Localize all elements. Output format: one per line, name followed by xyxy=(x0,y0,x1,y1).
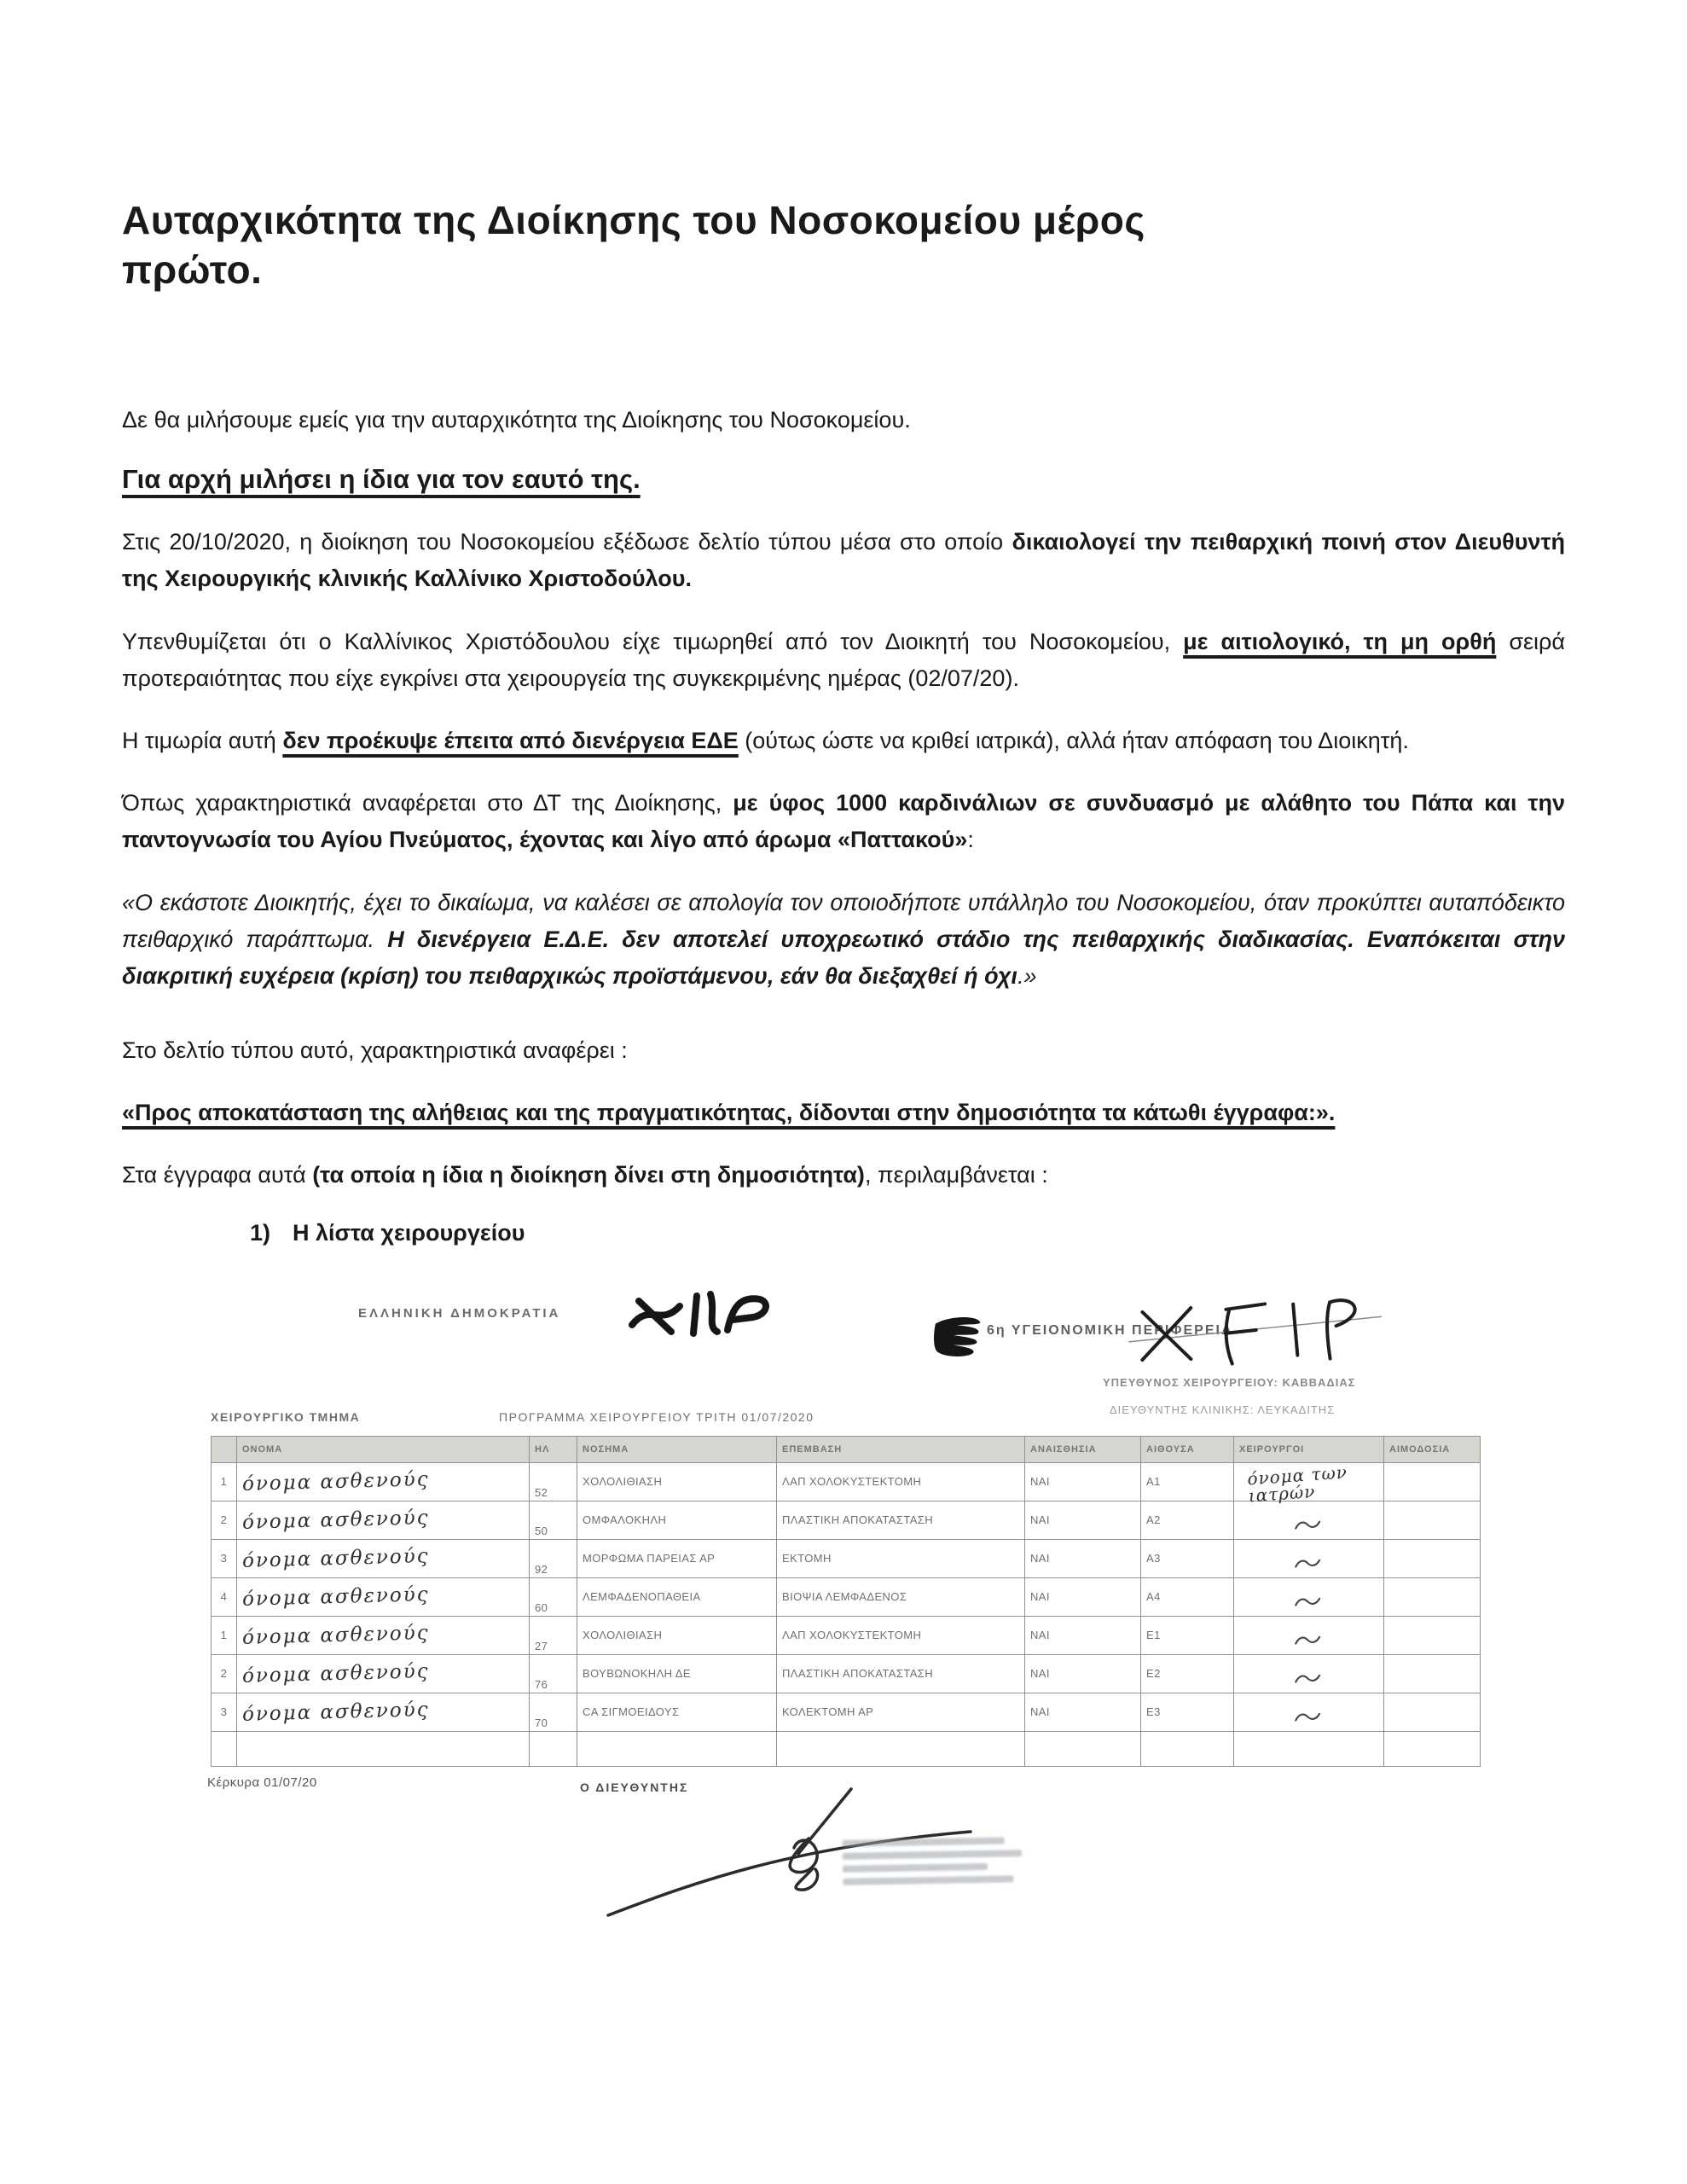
paragraph-press-release xyxy=(122,524,1565,597)
or-supervisor-line: ΥΠΕΥΘΥΝΟΣ ΧΕΙΡΟΥΡΓΕΙΟΥ: ΚΑΒΒΑΔΙΑΣ xyxy=(1103,1375,1356,1389)
cell-patient-name xyxy=(237,1693,530,1731)
col-header-room: ΑΙΘΟΥΣΑ xyxy=(1141,1436,1234,1462)
cell-room: Ε2 xyxy=(1141,1654,1234,1693)
handwritten-patient-name: όνομα ασθενούς xyxy=(241,1698,430,1726)
cell-blood xyxy=(1384,1616,1481,1654)
cell-room: Α2 xyxy=(1141,1501,1234,1539)
paragraph-reminder xyxy=(122,624,1565,697)
cell-anesthesia: ΝΑΙ xyxy=(1025,1539,1141,1577)
cell-anesthesia: ΝΑΙ xyxy=(1025,1501,1141,1539)
cell-order: 2 xyxy=(212,1654,237,1693)
handwritten-surgeons-note: όνομα των ιατρών xyxy=(1246,1461,1348,1507)
table-row xyxy=(212,1654,1481,1693)
cell-operation: ΒΙΟΨΙΑ ΛΕΜΦΑΔΕΝΟΣ xyxy=(777,1577,1025,1616)
footer-director-label: Ο ΔΙΕΥΘΥΝΤΗΣ xyxy=(580,1780,689,1794)
col-header-age: ΗΛ xyxy=(530,1436,577,1462)
cell-surgeons xyxy=(1234,1616,1384,1654)
paragraph-documents xyxy=(122,1157,1565,1194)
handwriting-mark-icon xyxy=(625,1287,779,1347)
cell-diagnosis: ΒΟΥΒΩΝΟΚΗΛΗ ΔΕ xyxy=(577,1654,777,1693)
text-run-bold: δικαιολογεί την πειθαρχική ποινή στον Διευθυντή της Χειρουργικής κλινικής Καλλίνικο Χριστοδούλου. xyxy=(122,529,1565,592)
cell-age: 52 xyxy=(530,1462,577,1501)
cell-order: 3 xyxy=(212,1693,237,1731)
state-header: ΕΛΛΗΝΙΚΗ ΔΗΜΟΚΡΑΤΙΑ xyxy=(358,1305,561,1321)
text-run: Στις 20/10/2020, η διοίκηση του Νοσοκομείου εξέδωσε δελτίο τύπου μέσα στο οποίο xyxy=(122,529,1012,555)
cell-room: Ε1 xyxy=(1141,1616,1234,1654)
cell-room: Α1 xyxy=(1141,1462,1234,1501)
cell-patient-name xyxy=(237,1654,530,1693)
handwritten-patient-name: όνομα ασθενούς xyxy=(241,1506,430,1534)
text-run-bold: (τα οποία η ίδια η διοίκηση δίνει στη δημοσιότητα) xyxy=(312,1162,865,1188)
table-row xyxy=(212,1462,1481,1501)
cell-surgeons xyxy=(1234,1539,1384,1577)
cell-blood xyxy=(1384,1462,1481,1501)
text-run-bold-underline: «Προς αποκατάσταση της αλήθειας και της πραγματικότητας, δίδονται στην δημοσιότητα τα κάτωθι έγγραφα:». xyxy=(122,1100,1336,1126)
table-row xyxy=(212,1539,1481,1577)
ditto-squiggle-icon xyxy=(1292,1515,1326,1534)
handwritten-patient-name: όνομα ασθενούς xyxy=(241,1621,430,1649)
ditto-squiggle-icon xyxy=(1292,1592,1326,1611)
table-row xyxy=(212,1577,1481,1616)
department-label: ΧΕΙΡΟΥΡΓΙΚΟ ΤΜΗΜΑ xyxy=(211,1409,361,1424)
stamp-smudge xyxy=(842,1837,1022,1891)
page-title: Αυταρχικότητα της Διοίκησης του Νοσοκομείου μέρος πρώτο. xyxy=(122,198,1145,292)
text-run-bold-underline: δεν προέκυψε έπειτα από διενέργεια ΕΔΕ xyxy=(282,727,739,753)
cell-operation: ΕΚΤΟΜΗ xyxy=(777,1539,1025,1577)
program-title: ΠΡΟΓΡΑΜΜΑ ΧΕΙΡΟΥΡΓΕΙΟΥ ΤΡΙΤΗ 01/07/2020 xyxy=(499,1409,815,1424)
footer-place-date: Κέρκυρα 01/07/20 xyxy=(207,1774,317,1790)
text-run: , περιλαμβάνεται : xyxy=(864,1162,1048,1188)
cell-order: 3 xyxy=(212,1539,237,1577)
region-header: 6η ΥΓΕΙΟΝΟΜΙΚΗ ΠΕΡΙΦΕΡΕΙΑ xyxy=(987,1322,1233,1338)
col-header-name: ΟΝΟΜΑ xyxy=(237,1436,530,1462)
ditto-squiggle-icon xyxy=(1292,1669,1326,1687)
list-number: 1) xyxy=(250,1219,271,1246)
text-run-italic: .» xyxy=(1017,962,1037,989)
cell-age: 92 xyxy=(530,1539,577,1577)
paragraph-quote xyxy=(122,885,1565,996)
paragraph-punishment xyxy=(122,723,1565,759)
cell-diagnosis: ΟΜΦΑΛΟΚΗΛΗ xyxy=(577,1501,777,1539)
cell-diagnosis: ΛΕΜΦΑΔΕΝΟΠΑΘΕΙΑ xyxy=(577,1577,777,1616)
surgery-program-table xyxy=(211,1436,1481,1767)
cell-order: 1 xyxy=(212,1616,237,1654)
cell-age: 76 xyxy=(530,1654,577,1693)
text-run: Η τιμωρία αυτή xyxy=(122,727,283,753)
handwritten-patient-name: όνομα ασθενούς xyxy=(241,1544,430,1572)
cell-order: 1 xyxy=(212,1462,237,1501)
region-logo-smudge-icon xyxy=(934,1315,983,1359)
cell-age: 27 xyxy=(530,1616,577,1654)
cell-anesthesia: ΝΑΙ xyxy=(1025,1577,1141,1616)
cell-room: Α4 xyxy=(1141,1577,1234,1616)
list-label: Η λίστα χειρουργείου xyxy=(293,1219,525,1246)
cell-blood xyxy=(1384,1501,1481,1539)
cell-anesthesia: ΝΑΙ xyxy=(1025,1654,1141,1693)
handwritten-cheir-icon xyxy=(1127,1287,1387,1382)
text-run: (ούτως ώστε να κριθεί ιατρικά), αλλά ήταν απόφαση του Διοικητή. xyxy=(738,727,1409,753)
text-run: Στα έγγραφα αυτά xyxy=(122,1162,313,1188)
cell-surgeons xyxy=(1234,1577,1384,1616)
ditto-squiggle-icon xyxy=(1292,1707,1326,1726)
list-item-surgery-list xyxy=(250,1220,1565,1246)
cell-patient-name xyxy=(237,1462,530,1501)
handwritten-patient-name: όνομα ασθενούς xyxy=(241,1659,430,1687)
text-run: Υπενθυμίζεται ότι ο Καλλίνικος Χριστόδουλου είχε τιμωρηθεί από τον Διοικητή του Νοσοκομείου, xyxy=(122,628,1184,654)
cell-patient-name xyxy=(237,1539,530,1577)
col-header-blood: ΑΙΜΟΔΟΣΙΑ xyxy=(1384,1436,1481,1462)
scanned-surgery-program xyxy=(122,1292,1565,1941)
empty-row xyxy=(212,1731,1481,1766)
handwritten-patient-name: όνομα ασθενούς xyxy=(241,1583,430,1611)
text-run-bold-italic: Η διενέργεια Ε.Δ.Ε. δεν αποτελεί υποχρεωτικό στάδιο της πειθαρχικής διαδικασίας. Εναπόκειται στην διακριτική ευχέρεια (κρίση) του πειθαρχικώς προϊστάμενου, εάν θα διεξαχθεί ή όχι xyxy=(122,926,1565,989)
cell-diagnosis: CA ΣΙΓΜΟΕΙΔΟΥΣ xyxy=(577,1693,777,1731)
ditto-squiggle-icon xyxy=(1292,1554,1326,1572)
table-row xyxy=(212,1501,1481,1539)
text-run-bold-underline: με αιτιολογικό, τη μη ορθή xyxy=(1183,628,1497,654)
section-heading: Για αρχή μιλήσει η ίδια για τον εαυτό της. xyxy=(122,464,641,495)
text-run-bold: με ύφος 1000 καρδινάλιων σε συνδυασμό με αλάθητο του Πάπα και την παντογνωσία του Αγίου Πνεύματος, έχοντας και λίγο από άρωμα «Παττακού» xyxy=(122,790,1565,853)
table-header-row xyxy=(212,1436,1481,1462)
cell-surgeons xyxy=(1234,1693,1384,1731)
cell-operation: ΛΑΠ ΧΟΛΟΚΥΣΤΕΚΤΟΜΗ xyxy=(777,1462,1025,1501)
col-header-anesthesia: ΑΝΑΙΣΘΗΣΙΑ xyxy=(1025,1436,1141,1462)
cell-blood xyxy=(1384,1693,1481,1731)
cell-anesthesia: ΝΑΙ xyxy=(1025,1462,1141,1501)
cell-blood xyxy=(1384,1539,1481,1577)
cell-anesthesia: ΝΑΙ xyxy=(1025,1693,1141,1731)
col-header-surgeons: ΧΕΙΡΟΥΡΓΟΙ xyxy=(1234,1436,1384,1462)
cell-order: 2 xyxy=(212,1501,237,1539)
cell-age: 50 xyxy=(530,1501,577,1539)
cell-blood xyxy=(1384,1654,1481,1693)
cell-operation: ΠΛΑΣΤΙΚΗ ΑΠΟΚΑΤΑΣΤΑΣΗ xyxy=(777,1501,1025,1539)
cell-order: 4 xyxy=(212,1577,237,1616)
cell-blood xyxy=(1384,1577,1481,1616)
paragraph-states: Στο δελτίο τύπου αυτό, χαρακτηριστικά αναφέρει : xyxy=(122,1037,628,1064)
cell-operation: ΛΑΠ ΧΟΛΟΚΥΣΤΕΚΤΟΜΗ xyxy=(777,1616,1025,1654)
cell-diagnosis: ΧΟΛΟΛΙΘΙΑΣΗ xyxy=(577,1616,777,1654)
cell-diagnosis: ΧΟΛΟΛΙΘΙΑΣΗ xyxy=(577,1462,777,1501)
cell-surgeons xyxy=(1234,1501,1384,1539)
paragraph-style xyxy=(122,785,1565,858)
cell-patient-name xyxy=(237,1501,530,1539)
cell-age: 60 xyxy=(530,1577,577,1616)
cell-room: Ε3 xyxy=(1141,1693,1234,1731)
cell-operation: ΠΛΑΣΤΙΚΗ ΑΠΟΚΑΤΑΣΤΑΣΗ xyxy=(777,1654,1025,1693)
clinic-director-line: ΔΙΕΥΘΥΝΤΗΣ ΚΛΙΝΙΚΗΣ: ΛΕΥΚΑΔΙΤΗΣ xyxy=(1110,1403,1336,1416)
col-header-index xyxy=(212,1436,237,1462)
handwritten-patient-name: όνομα ασθενούς xyxy=(241,1467,430,1496)
table-row xyxy=(212,1616,1481,1654)
surgery-table-body xyxy=(212,1462,1481,1731)
cell-patient-name xyxy=(237,1616,530,1654)
cell-anesthesia: ΝΑΙ xyxy=(1025,1616,1141,1654)
cell-surgeons xyxy=(1234,1461,1384,1507)
cell-surgeons xyxy=(1234,1654,1384,1693)
text-run-italic: «Ο εκάστοτε Διοικητής, έχει το δικαίωμα, να καλέσει σε απολογία τον οποιοδήποτε υπάλληλο του Νοσοκομείου, όταν προκύπτει αυταπόδεικτο πειθαρχικό παράπτωμα. xyxy=(122,889,1565,952)
cell-room: Α3 xyxy=(1141,1539,1234,1577)
table-row xyxy=(212,1693,1481,1731)
cell-operation: ΚΟΛΕΚΤΟΜΗ ΑΡ xyxy=(777,1693,1025,1731)
col-header-diagnosis: ΝΟΣΗΜΑ xyxy=(577,1436,777,1462)
cell-patient-name xyxy=(237,1577,530,1616)
paragraph-intro: Δε θα μιλήσουμε εμείς για την αυταρχικότητα της Διοίκησης του Νοσοκομείου. xyxy=(122,407,911,433)
ditto-squiggle-icon xyxy=(1292,1630,1326,1649)
cell-age: 70 xyxy=(530,1693,577,1731)
text-run: Όπως χαρακτηριστικά αναφέρεται στο ΔΤ της Διοίκησης, xyxy=(122,790,733,816)
col-header-operation: ΕΠΕΜΒΑΣΗ xyxy=(777,1436,1025,1462)
text-run: σειρά προτεραιότητας που είχε εγκρίνει στα χειρουργεία της συγκεκριμένης ημέρας (02/07/20). xyxy=(122,628,1565,691)
paragraph-restore xyxy=(122,1095,1565,1131)
cell-diagnosis: ΜΟΡΦΩΜΑ ΠΑΡΕΙΑΣ ΑΡ xyxy=(577,1539,777,1577)
text-run: : xyxy=(967,827,974,853)
